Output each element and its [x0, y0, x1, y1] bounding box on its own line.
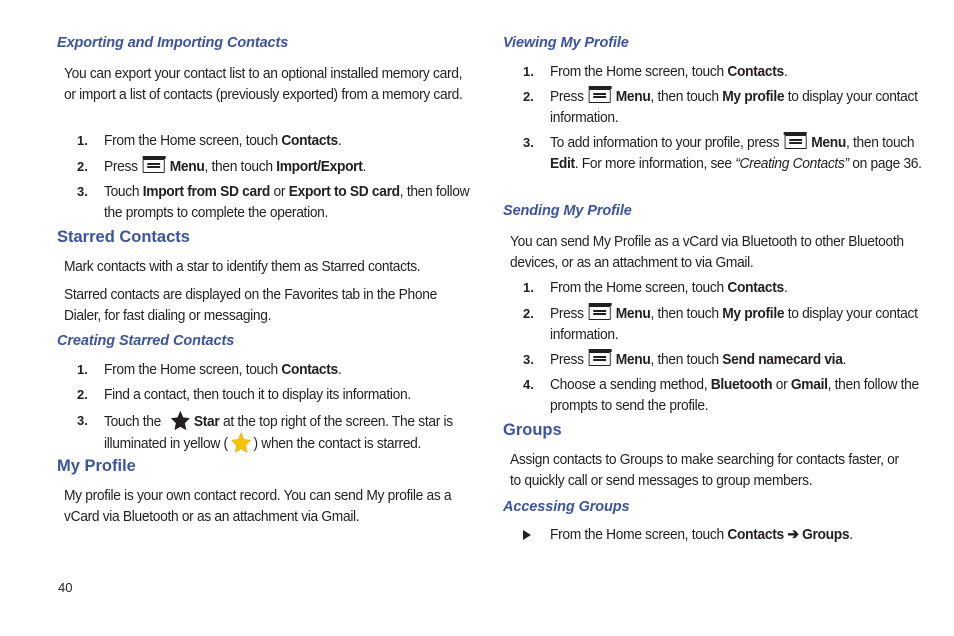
creating-starred-heading: Creating Starred Contacts — [57, 333, 235, 349]
menu-key-icon — [143, 159, 165, 173]
my-profile-paragraph: My profile is your own contact record. You can send My profile as a vCard via Bluetooth or as an attachment via Gmail. — [64, 487, 452, 525]
starred-contacts-heading: Starred Contacts — [57, 228, 190, 246]
bullet-arrow-icon — [523, 530, 531, 540]
starred-paragraph-1: Mark contacts with a star to identify them as Starred contacts. — [64, 258, 421, 275]
sending-paragraph: You can send My Profile as a vCard via Bluetooth to other Bluetooth devices, or as an attachment to via Gmail. — [510, 233, 904, 271]
starred-paragraph-2: Starred contacts are displayed on the Favorites tab in the Phone Dialer, for fast dialing or messaging. — [64, 286, 437, 324]
my-profile-heading: My Profile — [57, 457, 136, 475]
viewing-profile-heading: Viewing My Profile — [503, 35, 629, 51]
exporting-heading: Exporting and Importing Contacts — [57, 35, 289, 51]
menu-key-icon — [589, 306, 611, 320]
menu-key-icon — [589, 352, 611, 366]
menu-key-icon — [589, 89, 611, 103]
exporting-intro: You can export your contact list to an optional installed memory card, or import a list of contacts (previously exported) from a memory card. — [64, 65, 463, 103]
sending-profile-heading: Sending My Profile — [503, 203, 632, 219]
menu-key-icon — [785, 135, 807, 149]
page-number: 40 — [58, 580, 73, 595]
groups-paragraph: Assign contacts to Groups to make searching for contacts faster, or to quickly call or send messages to group members. — [510, 451, 899, 489]
groups-heading: Groups — [503, 421, 562, 439]
star-icon — [170, 410, 190, 431]
yellow-star-icon — [231, 432, 251, 453]
accessing-groups-heading: Accessing Groups — [503, 499, 630, 515]
